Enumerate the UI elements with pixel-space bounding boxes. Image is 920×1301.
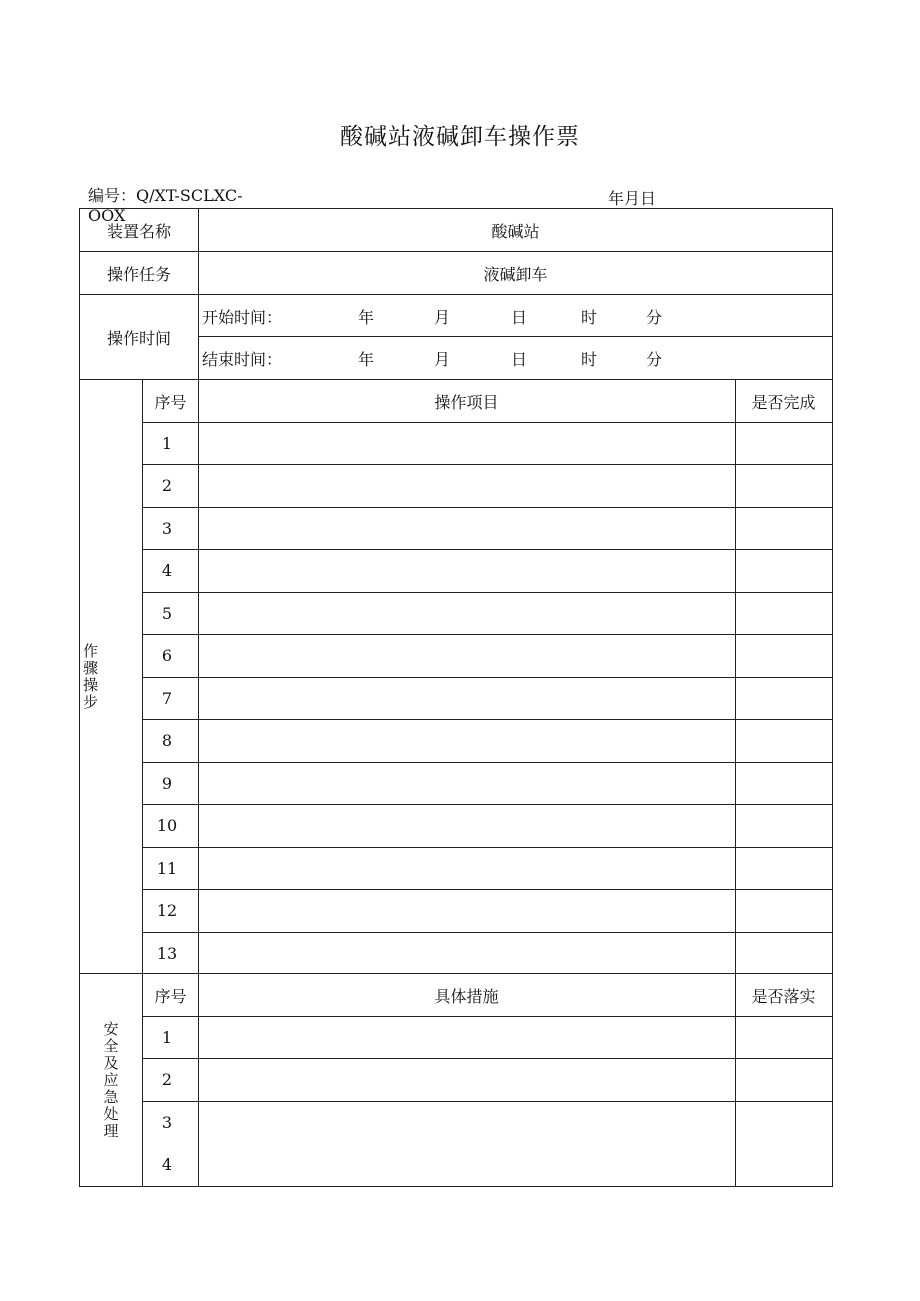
- steps-row-number: 2: [161, 476, 173, 495]
- row-divider: [142, 847, 833, 848]
- safety-section-char: 安: [103, 1019, 119, 1038]
- steps-row-number: 12: [156, 901, 178, 920]
- safety-section-char: 应: [103, 1070, 119, 1089]
- safety-row-number: 3: [161, 1113, 173, 1132]
- safety-section-char: 处: [103, 1104, 119, 1123]
- code-label: 编号：Q/XT-SCLXC-: [88, 186, 243, 205]
- steps-section-label: [80, 380, 142, 973]
- safety-section-label: [80, 974, 142, 1186]
- row-divider: [142, 719, 833, 720]
- row-divider: [142, 464, 833, 465]
- task-value: 液碱卸车: [483, 264, 548, 284]
- device-name-label: 装置名称: [106, 221, 171, 241]
- safety-row-number: 2: [161, 1070, 173, 1089]
- safety-section-char: 理: [103, 1121, 119, 1140]
- safety-row-number: 1: [161, 1028, 173, 1047]
- row-divider: [142, 1058, 833, 1059]
- steps-row-number: 10: [156, 816, 178, 835]
- document-title: 酸碱站液碱卸车操作票: [340, 124, 580, 150]
- end-month-unit: 月: [434, 350, 451, 369]
- start-month-unit: 月: [434, 308, 451, 327]
- end-minute-unit: 分: [646, 350, 663, 369]
- start-year-unit: 年: [358, 308, 375, 327]
- start-time-label: 开始时间：: [202, 308, 283, 327]
- steps-col-item: 操作项目: [434, 392, 499, 412]
- row-divider: [142, 932, 833, 933]
- device-name-value: 酸碱站: [491, 221, 540, 241]
- steps-section-char: 作: [83, 641, 99, 660]
- column-divider: [735, 379, 736, 1187]
- steps-row-number: 7: [161, 689, 173, 708]
- steps-row-number: 11: [156, 859, 178, 878]
- row-divider: [142, 634, 833, 635]
- steps-row-number: 5: [161, 604, 173, 623]
- steps-row-number: 6: [161, 646, 173, 665]
- end-day-unit: 日: [511, 350, 528, 369]
- steps-row-number: 8: [161, 731, 173, 750]
- row-divider: [198, 336, 833, 337]
- end-time-label: 结束时间：: [202, 350, 283, 369]
- steps-row-number: 3: [161, 519, 173, 538]
- end-year-unit: 年: [358, 350, 375, 369]
- safety-section-char: 急: [103, 1087, 119, 1106]
- document-code: [88, 186, 243, 225]
- steps-col-seq: 序号: [154, 392, 187, 412]
- end-hour-unit: 时: [581, 350, 598, 369]
- safety-section-char: 全: [103, 1036, 119, 1055]
- steps-row-number: 13: [156, 944, 178, 963]
- safety-col-seq: 序号: [154, 986, 187, 1006]
- row-divider: [142, 1016, 833, 1017]
- row-divider: [142, 592, 833, 593]
- steps-row-number: 1: [161, 434, 173, 453]
- steps-col-done: 是否完成: [751, 392, 816, 412]
- document-date: 年月日: [608, 189, 657, 208]
- steps-section-char: 操: [83, 675, 99, 694]
- row-divider: [142, 889, 833, 890]
- row-divider: [142, 507, 833, 508]
- steps-section-char: 步: [83, 692, 99, 711]
- row-divider: [142, 677, 833, 678]
- safety-col-item: 具体措施: [434, 986, 499, 1006]
- row-divider: [142, 804, 833, 805]
- start-hour-unit: 时: [581, 308, 598, 327]
- row-divider: [142, 549, 833, 550]
- task-label: 操作任务: [106, 264, 171, 284]
- row-divider: [142, 762, 833, 763]
- steps-row-number: 9: [161, 774, 173, 793]
- start-minute-unit: 分: [646, 308, 663, 327]
- operation-time-label: 操作时间: [106, 328, 171, 348]
- start-day-unit: 日: [511, 308, 528, 327]
- steps-section-char: 骤: [83, 658, 99, 677]
- safety-section-char: 及: [103, 1053, 119, 1072]
- column-divider: [198, 208, 199, 1187]
- row-divider: [142, 1101, 833, 1102]
- row-divider: [142, 422, 833, 423]
- steps-row-number: 4: [161, 561, 173, 580]
- code-overflow: OOX: [88, 206, 126, 225]
- safety-col-done: 是否落实: [751, 986, 816, 1006]
- safety-row-number: 4: [161, 1155, 173, 1174]
